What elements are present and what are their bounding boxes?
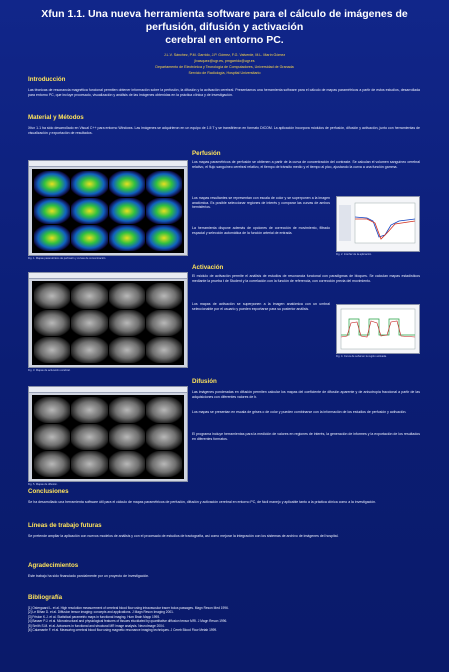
diffusion-text-1: Las imágenes ponderadas en difusión permiten calcular los mapas del coeficiente de difusión aparente y de anisotropía fraccional a partir de las adquisiciones con diferentes valores de b. [192,390,420,399]
perfusion-text-2: Los mapas resultantes se representan con escala de color y se superponen a la imagen anatómica. Es posible seleccionar regiones de interés y comparar las curvas de ambos hemisferios. [192,196,330,210]
window-toolbar [29,387,187,393]
diffusion-brain-grid [32,395,184,479]
perfusion-text-3: La herramienta dispone además de opciones de corrección de movimiento, filtrado espacial y selección automática de la función arterial de entrada. [192,226,330,235]
brain-slice [109,198,145,224]
brain-slice [146,310,182,336]
poster-title [18,8,431,47]
activation-text-2: Los mapas de activación se superponen a la imagen anatómica con un umbral seleccionable por el usuario y pueden exportarse para su posterior análisis. [192,302,330,311]
brain-slice [34,283,70,309]
brain-slice [71,397,107,423]
perfusion-curve-panel [336,196,420,252]
fig3-caption: Fig. 3. Mapas de activación cerebral. [28,369,71,372]
methods-heading: Material y Métodos [28,114,84,121]
diffusion-text-2: Los mapas se presentan en escala de grises o de color y pueden combinarse con la información de los estudios de perfusión y activación. [192,410,407,414]
perfusion-heading: Perfusión [192,150,221,157]
fig2-caption: Fig. 2. Interfaz de la aplicación. [336,253,372,256]
bib-item: [3] Friston K.J. et al. Statistical parametric maps in functional imaging. Hum Brain Mapp 1995. [28,614,160,619]
perfusion-figure [28,160,188,256]
bib-item: [2] Le Bihan D. et al. Diffusion tensor imaging: concepts and applications. J Magn Reson Imaging 2001. [28,610,174,615]
brain-slice [109,337,145,363]
side-controls [339,205,351,241]
window-toolbar [29,273,187,279]
brain-slice [71,424,107,450]
ack-heading: Agradecimientos [28,562,79,569]
brain-slice [71,225,107,251]
diffusion-heading: Difusión [192,378,217,385]
brain-slice [146,397,182,423]
brain-slice [34,451,70,477]
bib-item: [1] Ostergaard L. et al. High resolution measurement of cerebral blood flow using intravascular tracer bolus passages. Magn Reson Med 1996. [28,606,229,610]
bib-item: [6] Calamante F. et al. Measuring cerebral blood flow using magnetic resonance imaging techniques. J Cereb Blood Flow Metab 1999. [28,628,218,633]
brain-slice [109,283,145,309]
brain-slice [146,424,182,450]
diffusion-text-3: El programa incluye herramientas para la medición de valores en regiones de interés, la generación de informes y la exportación de los resultados en diferentes formatos. [192,432,420,441]
brain-slice [146,171,182,197]
brain-slice [146,283,182,309]
brain-slice [34,171,70,197]
intro-heading: Introducción [28,76,66,83]
plot-area [355,203,415,243]
activation-brain-grid [32,281,184,365]
brain-slice [146,198,182,224]
ack-text: Este trabajo ha sido financiado parcialmente por un proyecto de investigación. [28,574,150,578]
activation-figure [28,272,188,368]
brain-slice [71,337,107,363]
brain-slice [34,337,70,363]
brain-slice [34,310,70,336]
activation-text-1: El módulo de activación permite el análisis de estudios de resonancia funcional con paradigmas de bloques. Se calculan mapas estadísticos mediante la prueba t de Student y la correlación con la función de referencia, con corrección previa del movimiento. [192,274,420,283]
title-line-2: cerebral en entorno PC. [165,34,284,46]
authors: J.L.V. Sánchez, P.M. Garrido, J.P. Gómez, F.G. Valverde, M.L. Marín Gómez [163,53,286,57]
conclusions-heading: Conclusiones [28,488,69,495]
brain-slice [34,424,70,450]
perfusion-brain-grid [32,169,184,253]
plot-area [341,309,415,349]
brain-slice [109,225,145,251]
brain-slice [71,198,107,224]
methods-text: Xfun 1.1 ha sido desarrollado en Visual C++ para entorno Windows. Las imágenes se adquirieron en un equipo de 1.5 T y se transfirieron en formato DICOM. La aplicación incorpora módulos de perfusión, difusión y activación, junto con herramientas de visualización y exportación de resultados. [28,126,420,135]
brain-slice [109,451,145,477]
window-toolbar [29,161,187,167]
brain-slice [34,198,70,224]
brain-slice [71,283,107,309]
future-text: Se pretende ampliar la aplicación con nuevos modelos de análisis y con el procesado de estudios de tractografía, así como mejorar la integración con los sistemas de archivo de imágenes del hospital. [28,534,339,538]
brain-slice [109,171,145,197]
brain-slice [109,424,145,450]
emails: jlvasquez@ugr.es, pmgarrido@ugr.es [194,59,255,63]
brain-slice [146,225,182,251]
brain-slice [71,451,107,477]
brain-slice [109,397,145,423]
intro-text: Las técnicas de resonancia magnética funcional permiten obtener información sobre la perfusión, la difusión y la activación cerebral. Presentamos una herramienta software para el cálculo de mapas paramétricos a partir de estos estudios, desarrollada para entorno PC, que incluye procesado, visualización y análisis de las imágenes obtenidas en la práctica clínica y de investigación. [28,88,420,97]
bib-item: [5] Smith S.M. et al. Advances in functional and structural MR image analysis. NeuroImage 2004. [28,623,165,628]
bib-item: [4] Basser P.J. et al. Microstructural and physiological features of tissues elucidated by quantitative diffusion tensor MRI. J Magn Reson 1996. [28,619,228,624]
perfusion-text-1: Los mapas paramétricos de perfusión se obtienen a partir de la curva de concentración del contraste. Se calculan el volumen sanguíneo cerebral relativo, el flujo sanguíneo cerebral relativo, el tiempo de tránsito medio y el tiempo al pico, ajustando la curva a una función gamma. [192,160,420,169]
fig5-caption: Fig. 5. Mapas de difusión. [28,483,58,486]
brain-slice [109,310,145,336]
affiliation-1: Departamento de Electrónica y Tecnología de Computadores, Universidad de Granada [155,65,294,69]
bibliography-list [28,606,420,632]
brain-slice [146,451,182,477]
fig4-caption: Fig. 4. Curva de señal en la región activada. [336,355,387,358]
future-heading: Líneas de trabajo futuras [28,522,102,529]
activation-signal-panel [336,304,420,354]
perfusion-curve-chart [337,197,419,251]
fig1-caption: Fig. 1. Mapas paramétricos de perfusión y curvas de concentración. [28,257,106,260]
brain-slice [146,337,182,363]
activation-signal-chart [337,305,419,353]
brain-slice [34,397,70,423]
brain-slice [71,310,107,336]
diffusion-figure [28,386,188,482]
title-line-1: Xfun 1.1. Una nueva herramienta software para el cálculo de imágenes de perfusión, difusión y activación [41,8,408,33]
activation-heading: Activación [192,264,224,271]
brain-slice [71,171,107,197]
affiliation-2: Servicio de Radiología, Hospital Universitario [188,71,261,75]
bibliography-heading: Bibliografía [28,594,63,601]
conclusions-text: Se ha desarrollado una herramienta software útil para el cálculo de mapas paramétricos de perfusión, difusión y activación cerebral en entorno PC, de fácil manejo y aplicable tanto a la práctica clínica como a la investigación. [28,500,377,504]
poster-header [0,8,449,76]
brain-slice [34,225,70,251]
